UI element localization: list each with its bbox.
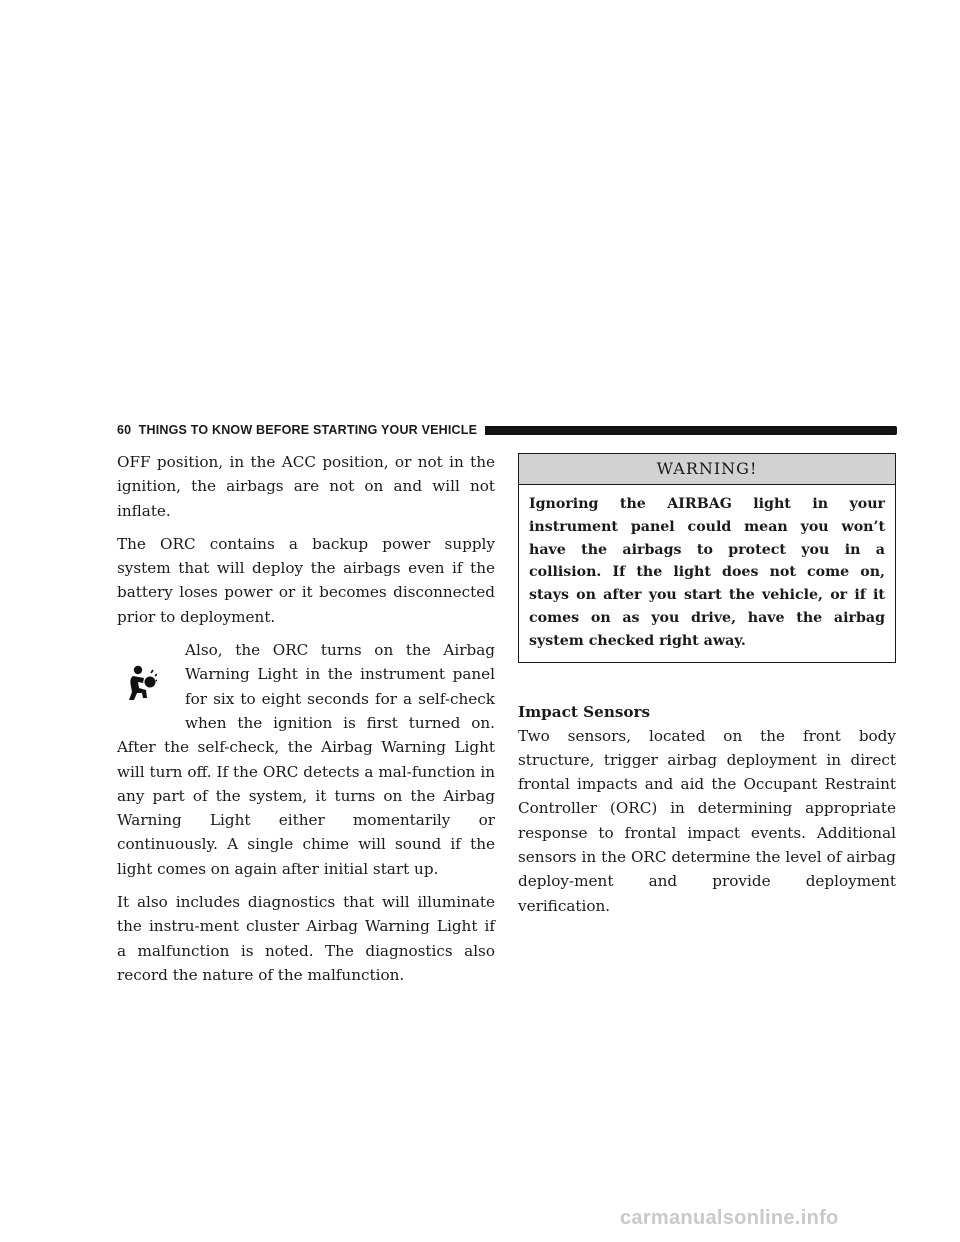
section-heading: Impact Sensors — [518, 702, 651, 721]
section-title: THINGS TO KNOW BEFORE STARTING YOUR VEHICLE — [138, 423, 478, 437]
left-column — [117, 450, 495, 996]
page-number-and-section — [117, 423, 477, 437]
watermark: carmanualsonline.info — [620, 1207, 839, 1229]
warning-title: WARNING! — [519, 454, 895, 485]
airbag-warning-icon — [117, 638, 185, 734]
paragraph-1: OFF position, in the ACC position, or not in the ignition, the airbags are not on and will not inflate. — [117, 453, 495, 520]
paragraph-2: The ORC contains a backup power supply system that will deploy the airbags even if the battery loses power or it becomes disconnected prior to deployment. — [117, 534, 495, 626]
page-number: 60 — [117, 423, 132, 437]
section-paragraph: Two sensors, located on the front body structure, trigger airbag deployment in direct frontal impacts and aid the Occupant Restraint Controller (ORC) in determining appropriate response to frontal impact events. Additional sensors in the ORC determine the level of airbag deploy-ment and provide deployment verification. — [518, 726, 896, 915]
warning-text: Ignoring the AIRBAG light in your instrument panel could mean you won’t have the airbags to protect you in a collision. If the light does not come on, stays on after you start the vehicle, or if it comes on as you drive, have the airbag system checked right away. — [529, 496, 885, 649]
warning-box — [518, 453, 896, 663]
header-rule — [485, 426, 897, 435]
paragraph-4: It also includes diagnostics that will illuminate the instru-ment cluster Airbag Warning Light if a malfunction is noted. The diagnostics also record the nature of the malfunction. — [117, 893, 495, 984]
page-header — [117, 421, 897, 439]
paragraph-3: Also, the ORC turns on the Airbag Warning Light in the instrument panel for six to eight seconds for a self-check when the ignition is first turned on. After the self-check, the Airbag Warning Light will turn off. If the ORC detects a mal-function in any part of the system, it turns on the Airbag Warning Light either momentarily or continuously. A single chime will sound if the light comes on again after initial start up. — [117, 641, 495, 878]
paragraph-3-block — [117, 638, 495, 881]
right-column — [518, 450, 896, 927]
